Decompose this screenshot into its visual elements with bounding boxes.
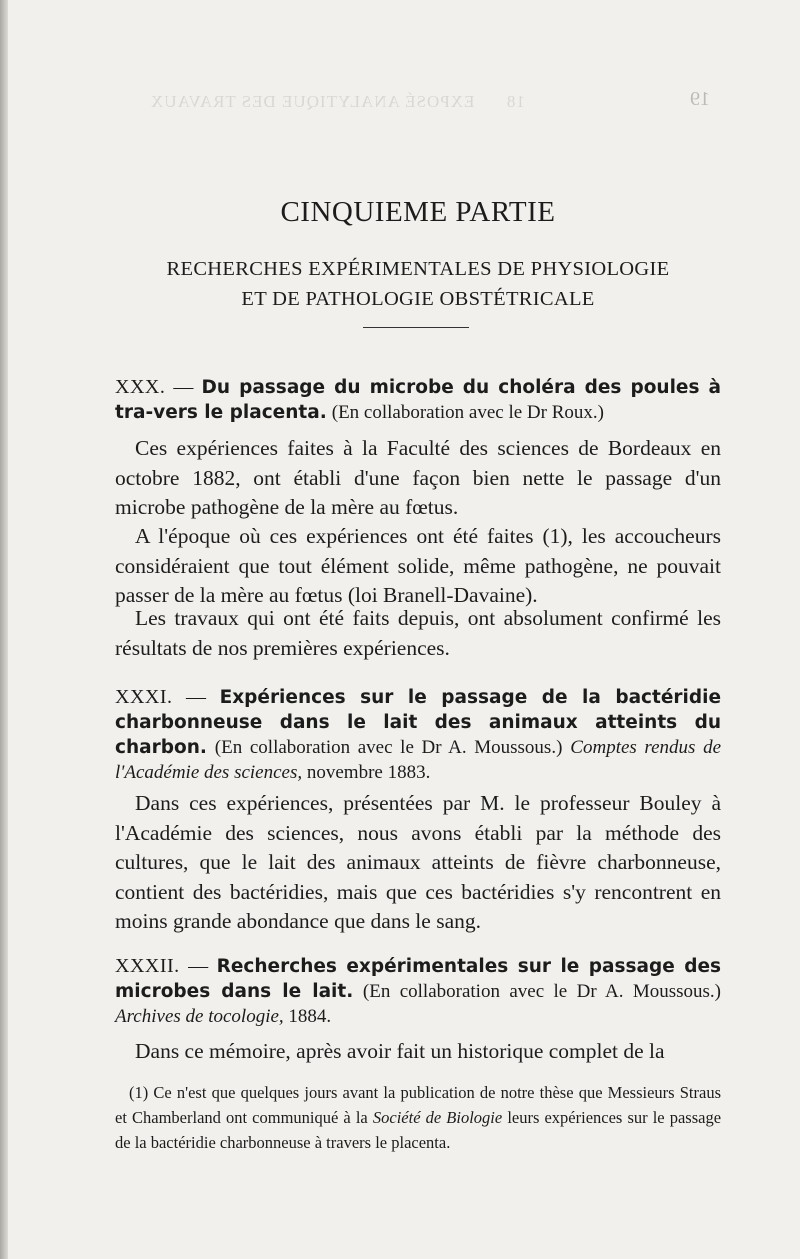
paragraph: Dans ces expériences, présentées par M. le professeur Bouley à l'Académie des sciences, nous avons établi par la méthode des cultures, que le lait des animaux atteints de fièvre charbonneuse, contient des bactéridies, mais que ces bactéridies s'y rencontrent en moins grande abondance que dans le sang. — [115, 791, 721, 933]
entry-date: novembre 1883. — [306, 762, 431, 783]
entry-date: 1884. — [288, 1006, 332, 1027]
entry-number: XXXII. — — [115, 955, 209, 977]
entry-collaboration: (En collaboration avec le Dr Roux.) — [331, 402, 604, 423]
paragraph: Les travaux qui ont été faits depuis, ont absolument confirmé les résultats de nos premières expériences. — [115, 606, 721, 660]
show-through-text — [150, 150, 156, 176]
entry-collaboration: (En collaboration avec le Dr A. Moussous.) — [362, 981, 721, 1002]
entry-xxx-heading — [115, 375, 721, 425]
paragraph: Ces expériences faites à la Faculté des sciences de Bordeaux en octobre 1882, ont établi d'une façon bien nette le passage d'un microbe pathogène de la mère au fœtus. — [115, 436, 721, 519]
journal-name: Archives de tocologie, — [115, 1006, 284, 1027]
paragraph: A l'époque où ces expériences ont été faites (1), les accoucheurs considéraient que tout élément solide, même pathogène, ne pouvait passer de la mère au fœtus (loi Branell-Davaine). — [115, 524, 721, 607]
journal-name: Comptes rendus de l'Académie des sciences, — [115, 737, 722, 783]
footnote: (1) Ce n'est que quelques jours avant la publication de notre thèse que Messieurs Straus et Chamberland ont communiqué à la Société de Biologie leurs expériences sur le passage de la bactéridie charbonneuse à travers le placenta. — [115, 1083, 722, 1152]
divider-rule — [363, 327, 469, 328]
footnote-marker: (1) — [129, 1083, 149, 1102]
entry-number: XXX. — — [115, 376, 194, 398]
paragraph: Dans ce mémoire, après avoir fait un historique complet de la — [135, 1039, 665, 1063]
show-through-header: 18 EXPOSÉ ANALYTIQUE DES TRAVAUX — [150, 92, 525, 111]
show-through-page-number: 19 — [690, 88, 710, 110]
entry-xxxii-heading — [115, 954, 721, 1029]
entry-collaboration: (En collaboration avec le Dr A. Moussous.) — [214, 737, 563, 758]
entry-title: Du passage du microbe du choléra des poules à tra-vers le placenta. — [115, 377, 721, 423]
entry-title: Recherches expérimentales sur le passage des microbes dans le lait. — [115, 956, 721, 1002]
page-edge — [0, 0, 8, 1259]
section-subtitle-line1: RECHERCHES EXPÉRIMENTALES DE PHYSIOLOGIE — [166, 258, 670, 280]
section-subtitle-line2: ET DE PATHOLOGIE OBSTÉTRICALE — [241, 288, 595, 310]
footnote-society: Société de Biologie — [372, 1108, 503, 1127]
chapter-title: CINQUIEME PARTIE — [280, 196, 556, 228]
entry-title: Expériences sur le passage de la bactéridie charbonneuse dans le lait des animaux atteints du charbon. — [115, 687, 722, 758]
entry-number: XXXI. — — [115, 686, 207, 708]
entry-xxxi-heading — [115, 685, 721, 785]
